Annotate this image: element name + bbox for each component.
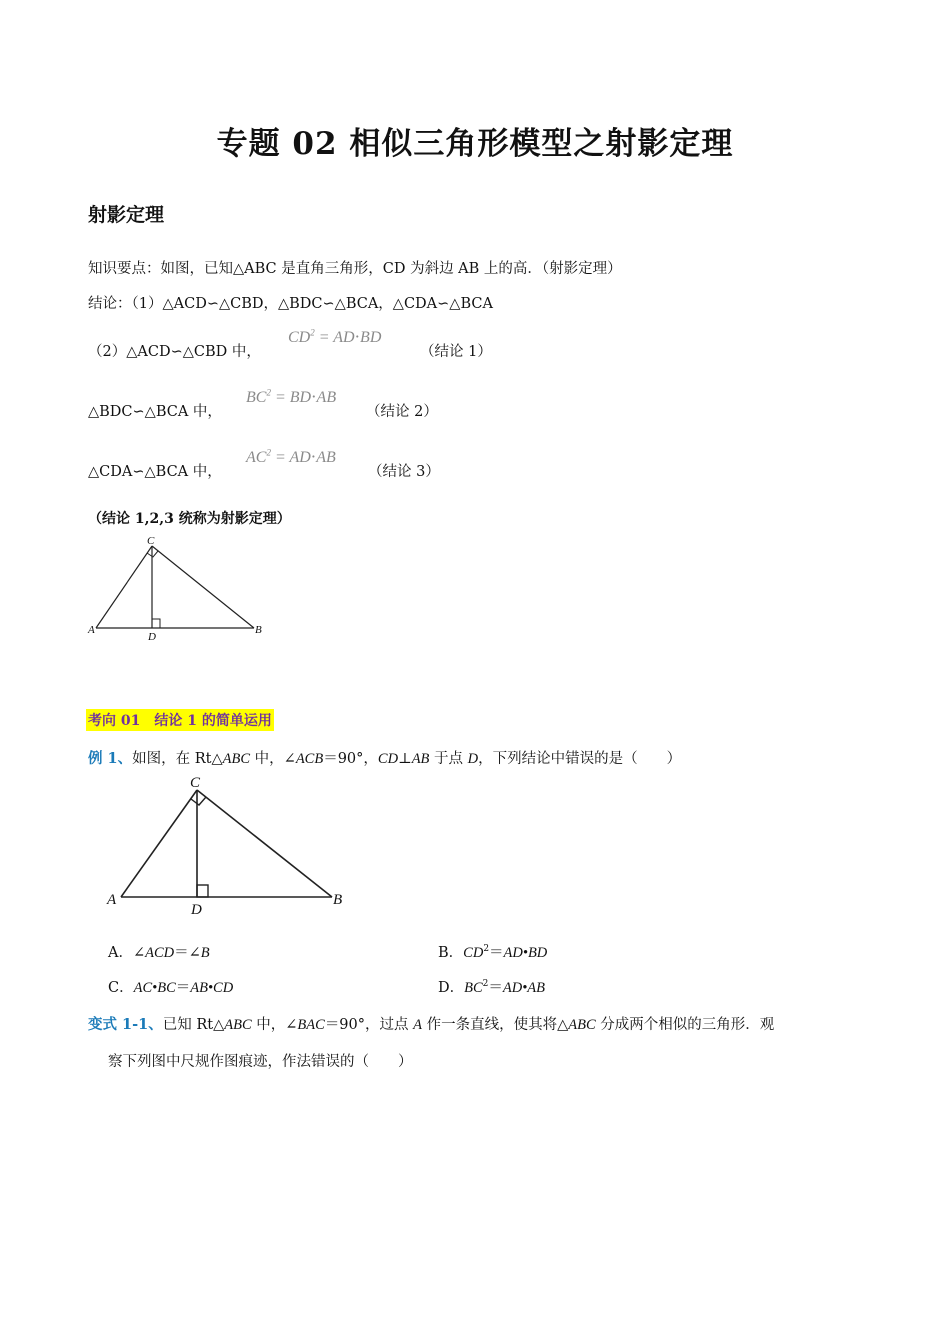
segment-BC: [197, 790, 332, 897]
segment-AC: [121, 790, 197, 897]
label-A: A: [107, 892, 117, 908]
conclusion-item-3: △BDC∽△BCA 中，: [88, 404, 222, 420]
label-C: C: [190, 775, 201, 791]
label-B: B: [333, 892, 343, 908]
segment-BC: [152, 546, 254, 628]
section-heading: 射影定理: [88, 204, 165, 226]
label-D: D: [191, 902, 202, 918]
variant-1-1-line2: 察下列图中尺规作图痕迹，作法错误的（ ）: [108, 1054, 413, 1070]
topic-highlight: 考向 01 结论 1 的简单运用: [86, 709, 274, 731]
example-1-question: 例 1、如图，在 Rt△ABC 中，∠ACB＝90°，CD⊥AB 于点 D，下列结论中错误的是（ ）: [88, 750, 682, 767]
conclusion-item-2: [88, 340, 261, 361]
label-C: C: [147, 535, 155, 547]
page-title: 专题 02 相似三角形模型之射影定理: [216, 126, 734, 162]
example-1-label: 例 1、: [88, 750, 133, 767]
formula-2: $BC^2 = BD\cdot AB$: [246, 387, 337, 406]
knowledge-line: 知识要点：如图，已知△ABC 是直角三角形，CD 为斜边 AB 上的高．（射影定理）: [88, 261, 622, 277]
option-c[interactable]: C．AC•BC＝AB•CD: [108, 980, 234, 996]
option-d[interactable]: D．$BC^2=AD•AB$: [438, 979, 546, 996]
conclusion-note-2: （结论 2）: [366, 404, 438, 420]
right-angle-mark-C: [191, 797, 206, 805]
formula-3: $AC^2 = AD\cdot AB$: [246, 447, 336, 466]
variant-1-1-question: 变式 1-1、已知 Rt△ABC 中，∠BAC＝90°，过点 A 作一条直线，使其将△ABC 分成两个相似的三角形．观: [88, 1016, 775, 1033]
conclusion-note-1: （结论 1）: [420, 344, 492, 360]
option-a[interactable]: A．∠ACD＝∠B: [108, 945, 210, 961]
label-B: B: [255, 624, 262, 636]
figure-2-triangle: [104, 772, 354, 920]
option-b[interactable]: B．$CD^2=AD•BD$: [438, 944, 548, 961]
item2-prefix: （2）△ACD∽△CBD 中，: [88, 344, 261, 360]
label-A: A: [88, 624, 95, 636]
summary-note: （结论 1,2,3 统称为射影定理）: [88, 511, 291, 527]
conclusion-item-4: △CDA∽△BCA 中，: [88, 464, 222, 480]
figure-1-triangle: [84, 534, 274, 646]
label-D: D: [148, 631, 156, 643]
variant-1-1-label: 变式 1-1、: [88, 1016, 163, 1033]
formula-1: $CD^2 = AD\cdot BD$: [288, 327, 382, 346]
conclusion-note-3: （结论 3）: [368, 464, 440, 480]
right-angle-mark-D: [152, 619, 160, 628]
right-angle-mark-D: [197, 885, 208, 897]
conclusion-line: 结论：（1）△ACD∽△CBD，△BDC∽△BCA，△CDA∽△BCA: [88, 296, 493, 312]
segment-AC: [96, 546, 152, 628]
